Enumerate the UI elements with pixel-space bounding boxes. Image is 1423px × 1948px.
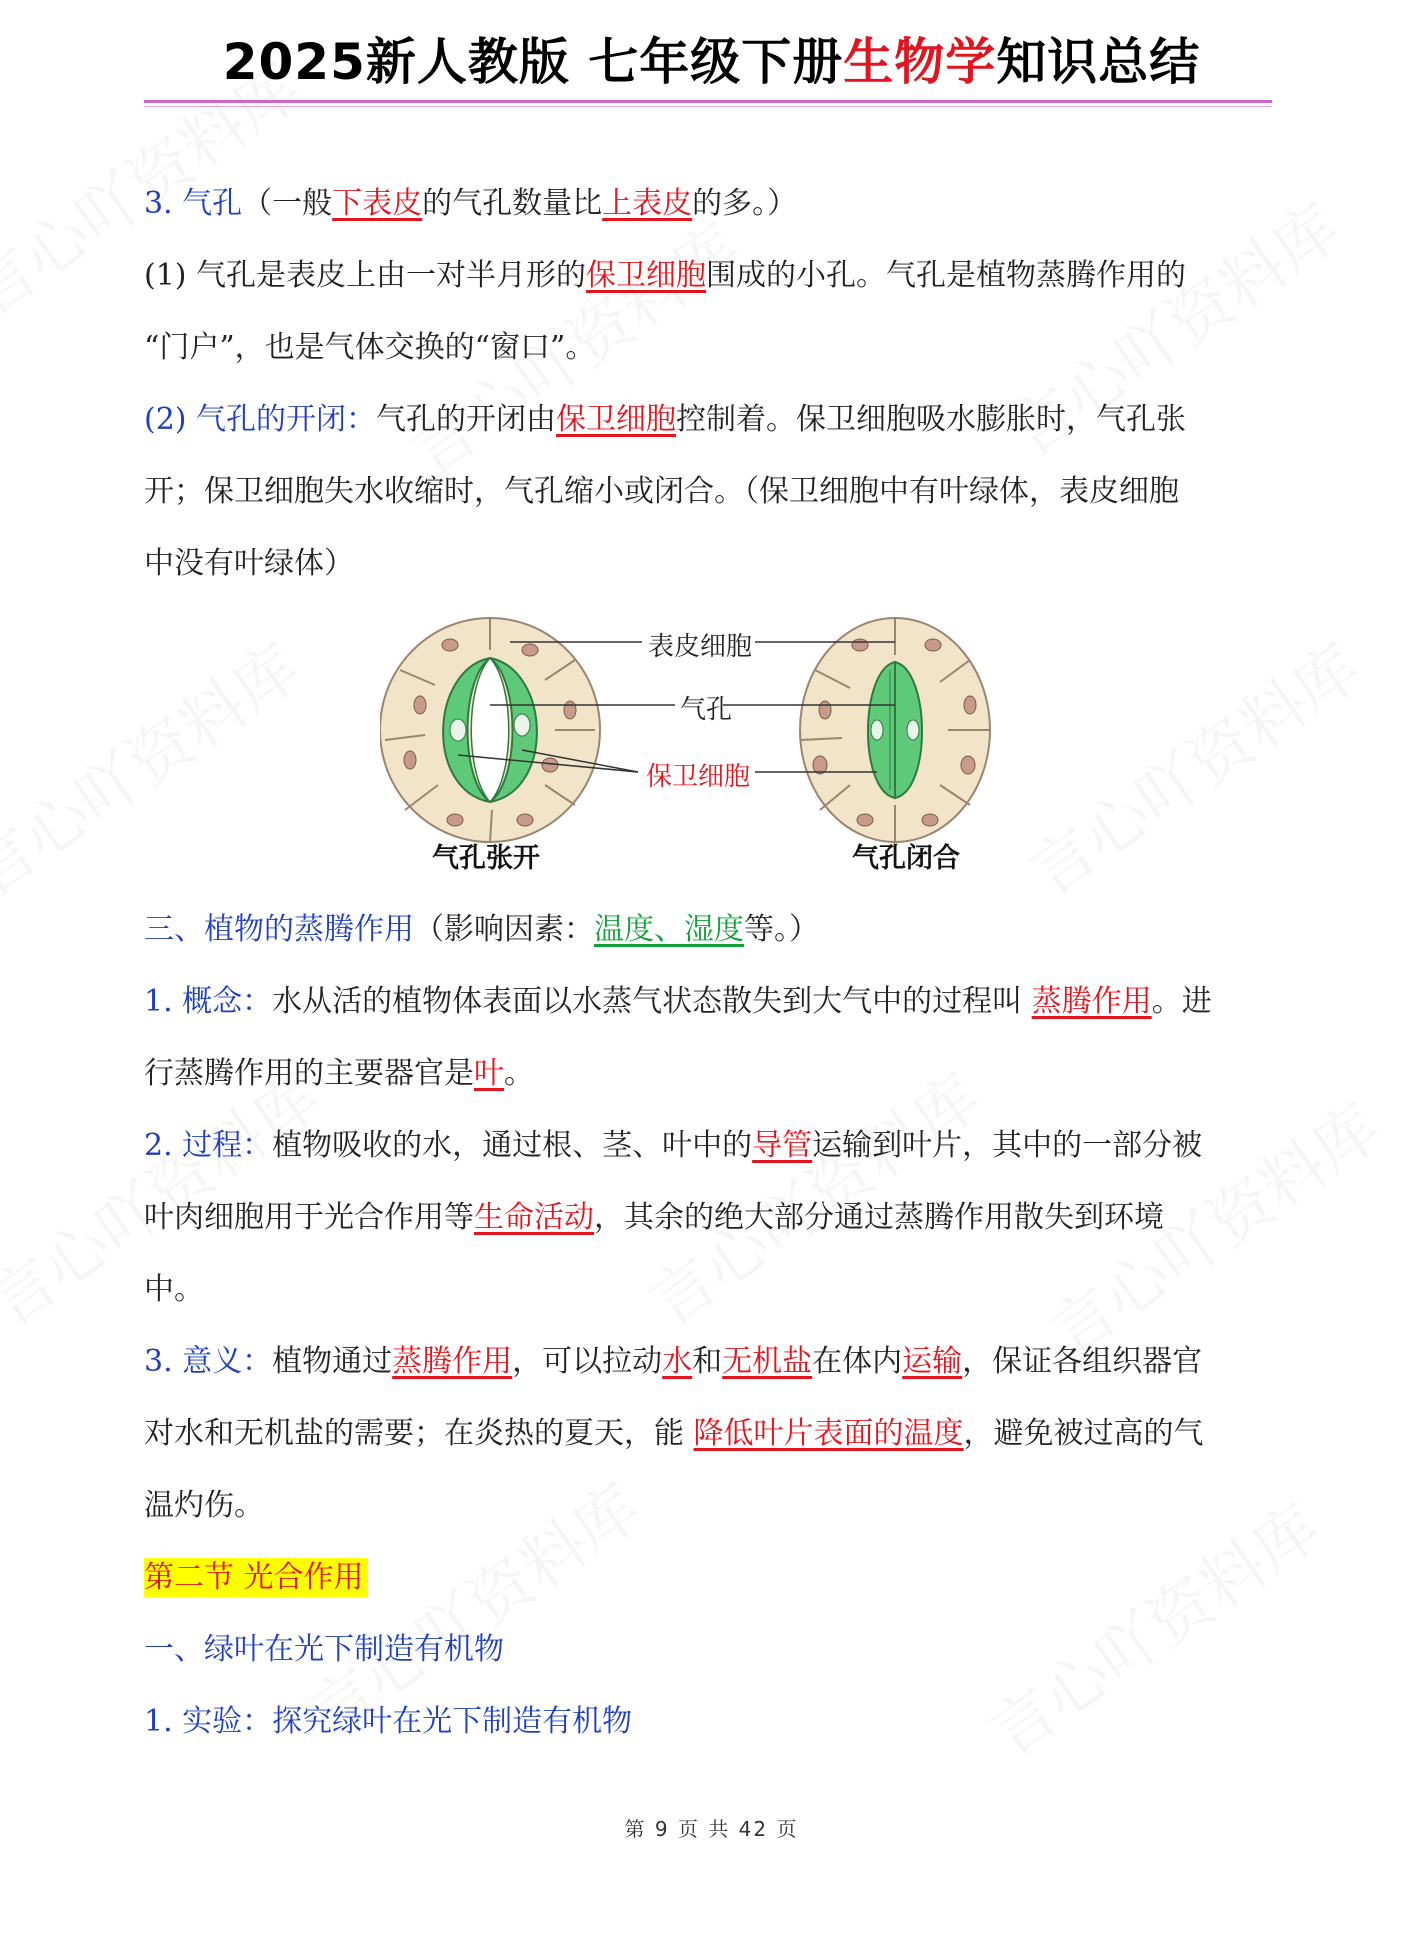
keyword: 保卫细胞	[556, 402, 677, 437]
watermark	[968, 1478, 1335, 1774]
section-heading: 三、植物的蒸腾作用（影响因素：温度、湿度等。）	[144, 912, 819, 947]
stoma-heading: 3. 气孔（一般下表皮的气孔数量比上表皮的多。）	[144, 186, 798, 221]
watermark	[1008, 618, 1375, 914]
experiment-heading: 1. 实验：探究绿叶在光下制造有机物	[144, 1704, 633, 1739]
title-divider-thin	[144, 106, 1272, 107]
title-prefix: 2025新人教版 七年级下册	[222, 33, 844, 91]
text-line: 2. 过程：植物吸收的水，通过根、茎、叶中的导管运输到叶片，其中的一部分被	[144, 1128, 1203, 1163]
text-line: 中没有叶绿体）	[144, 546, 354, 581]
keyword: 温度、湿度	[594, 912, 744, 947]
keyword: 生命活动	[474, 1200, 594, 1235]
keyword: 运输	[902, 1344, 963, 1379]
text-line: “门户”，也是气体交换的“窗口”。	[144, 330, 596, 365]
text-line: 开；保卫细胞失水收缩时，气孔缩小或闭合。（保卫细胞中有叶绿体，表皮细胞	[144, 474, 1179, 509]
label-guard-cell: 保卫细胞	[646, 762, 751, 792]
text-line: 行蒸腾作用的主要器官是叶。	[144, 1056, 534, 1091]
text-line: 温灼伤。	[144, 1488, 264, 1523]
highlighted-section-title: 第二节 光合作用	[144, 1558, 368, 1597]
watermark	[0, 618, 316, 914]
keyword: 保卫细胞	[586, 258, 707, 293]
text-line: 1. 概念：水从活的植物体表面以水蒸气状态散失到大气中的过程叫 蒸腾作用。进	[144, 984, 1212, 1019]
page-title	[0, 22, 1423, 94]
text-line: 叶肉细胞用于光合作用等生命活动，其余的绝大部分通过蒸腾作用散失到环境	[144, 1200, 1164, 1235]
subsection-heading: 一、绿叶在光下制造有机物	[144, 1632, 504, 1667]
title-suffix: 知识总结	[996, 33, 1201, 91]
label-stoma: 气孔	[680, 695, 733, 725]
caption-stoma-closed: 气孔闭合	[852, 843, 960, 874]
text-line: (1) 气孔是表皮上由一对半月形的保卫细胞围成的小孔。气孔是植物蒸腾作用的	[144, 258, 1187, 293]
keyword: 导管	[752, 1128, 813, 1163]
text-line: 3. 意义：植物通过蒸腾作用，可以拉动水和无机盐在体内运输，保证各组织器官	[144, 1344, 1203, 1379]
watermark	[628, 1048, 995, 1344]
text-line: 中。	[144, 1272, 204, 1307]
chapter-heading	[144, 1558, 368, 1598]
keyword: 降低叶片表面的温度	[693, 1416, 964, 1451]
stoma-diagram	[380, 600, 1040, 880]
keyword: 水	[662, 1344, 693, 1379]
label-epidermis-cell: 表皮细胞	[648, 632, 753, 662]
keyword: 上表皮	[602, 186, 693, 221]
keyword: 叶	[474, 1056, 504, 1091]
text-line: 对水和无机盐的需要；在炎热的夏天，能 降低叶片表面的温度，避免被过高的气	[144, 1416, 1204, 1451]
title-divider	[144, 100, 1272, 103]
caption-stoma-open: 气孔张开	[432, 843, 540, 874]
stoma-closed-figure	[800, 618, 990, 842]
keyword: 下表皮	[332, 186, 423, 221]
stoma-open-figure	[380, 618, 600, 842]
keyword: 蒸腾作用	[1031, 984, 1152, 1019]
keyword: 蒸腾作用	[392, 1344, 513, 1379]
title-highlight: 生物学	[843, 33, 997, 91]
text-line: (2) 气孔的开闭：气孔的开闭由保卫细胞控制着。保卫细胞吸水膨胀时，气孔张	[144, 402, 1187, 437]
keyword: 无机盐	[722, 1344, 813, 1379]
page-number: 第 9 页 共 42 页	[624, 1817, 799, 1841]
